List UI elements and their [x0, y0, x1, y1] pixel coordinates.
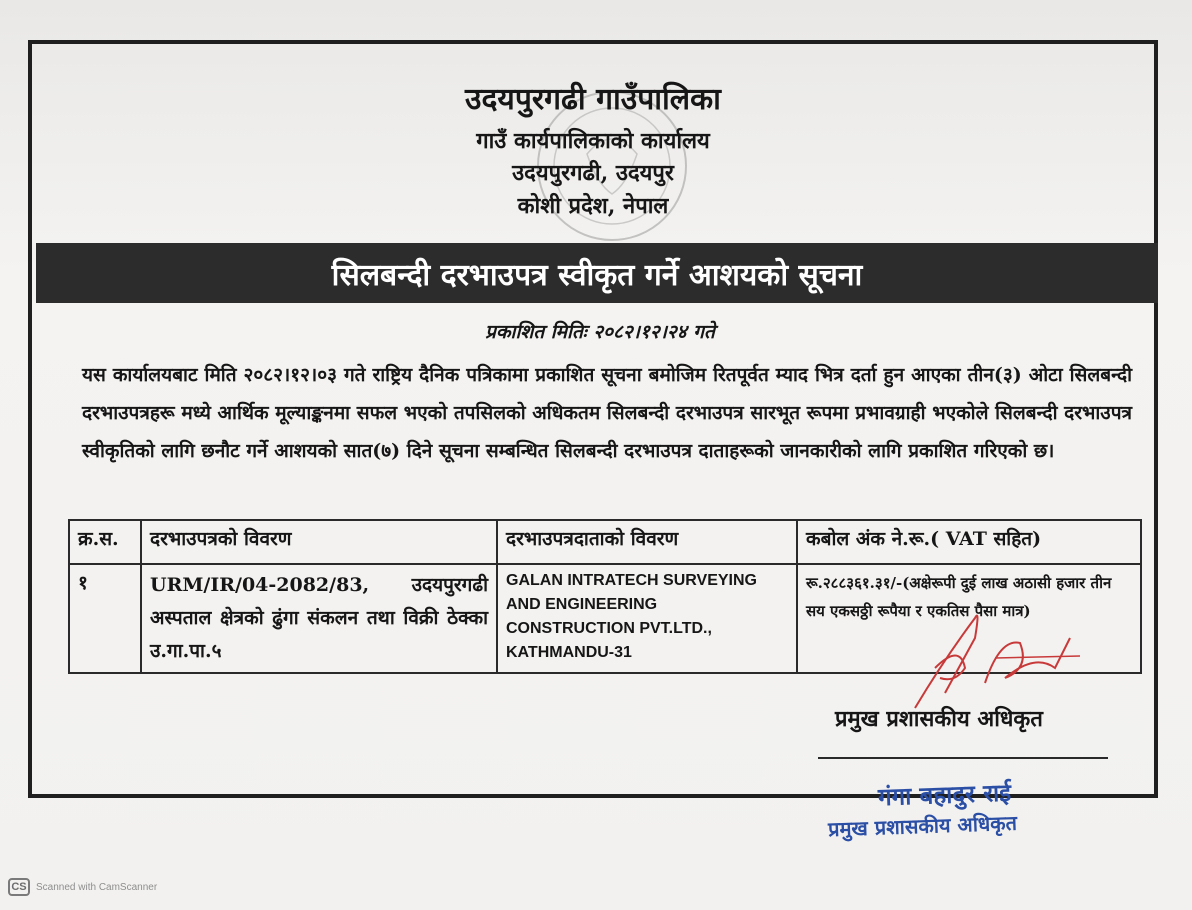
cell-sn: १	[69, 564, 141, 673]
cell-description: URM/IR/04-2082/83, उदयपुरगढी अस्पताल क्षेत्रको ढुंगा संकलन तथा विक्री ठेक्का उ.गा.पा.५	[141, 564, 497, 673]
stamp-name: गंगा बहादुर राई	[877, 777, 1012, 812]
camscanner-watermark	[8, 878, 157, 896]
signatory-title: प्रमुख प्रशासकीय अधिकृत	[835, 706, 1043, 732]
header-description: दरभाउपत्रको विवरण	[141, 520, 497, 564]
header-bidder: दरभाउपत्रदाताको विवरण	[497, 520, 797, 564]
table-header-row	[69, 520, 1141, 564]
cell-amount: रू.२८८३६१.३१/-(अक्षेरूपी दुई लाख अठासी हजार तीन सय एकसठ्ठी रूपैया र एकतिस पैसा मात्र)	[797, 564, 1141, 673]
header-sn: क्र.स.	[69, 520, 141, 564]
published-date: प्रकाशित मितिः २०८२।१२।२४ गते	[485, 321, 715, 343]
header-amount: कबोल अंक ने.रू.( VAT सहित)	[797, 520, 1141, 564]
letterhead	[32, 82, 1154, 219]
notice-title-banner	[36, 243, 1158, 303]
office-name: गाउँ कार्यपालिकाको कार्यालय	[476, 128, 710, 154]
camscanner-logo-icon: CS	[8, 878, 30, 896]
signature-line	[818, 757, 1108, 759]
office-location: उदयपुरगढी, उदयपुर	[512, 160, 674, 187]
camscanner-label: Scanned with CamScanner	[36, 881, 158, 893]
notice-title: सिलबन्दी दरभाउपत्र स्वीकृत गर्ने आशयको सूचना	[331, 257, 863, 293]
province-name: कोशी प्रदेश, नेपाल	[517, 192, 669, 219]
stamp-designation: प्रमुख प्रशासकीय अधिकृत	[827, 810, 1018, 842]
notice-body: यस कार्यालयबाट मिति २०८२।१२।०३ गते राष्ट्रिय दैनिक पत्रिकामा प्रकाशित सूचना बमोजिम रितपूर्वत म्याद भित्र दर्ता हुन आएका तीन(३) ओटा सिलबन्दी दरभाउपत्रहरू मध्ये आर्थिक मूल्याङ्कनमा सफल भएको तपसिलको अधिकतम सिलबन्दी दरभाउपत्र सारभूत रूपमा प्रभावग्राही भएकोले सिलबन्दी दरभाउपत्र स्वीकृतिको लागि छनौट गर्ने आशयको सात(७) दिने सूचना सम्बन्धित सिलबन्दी दरभाउपत्र दाताहरूको जानकारीको लागि प्रकाशित गरिएको छ।	[82, 364, 1132, 462]
municipality-name: उदयपुरगढी गाउँपालिका	[465, 82, 721, 117]
cell-bidder: GALAN INTRATECH SURVEYING AND ENGINEERING CONSTRUCTION PVT.LTD., KATHMANDU-31	[497, 564, 797, 673]
handwritten-signature-icon	[905, 598, 1105, 718]
